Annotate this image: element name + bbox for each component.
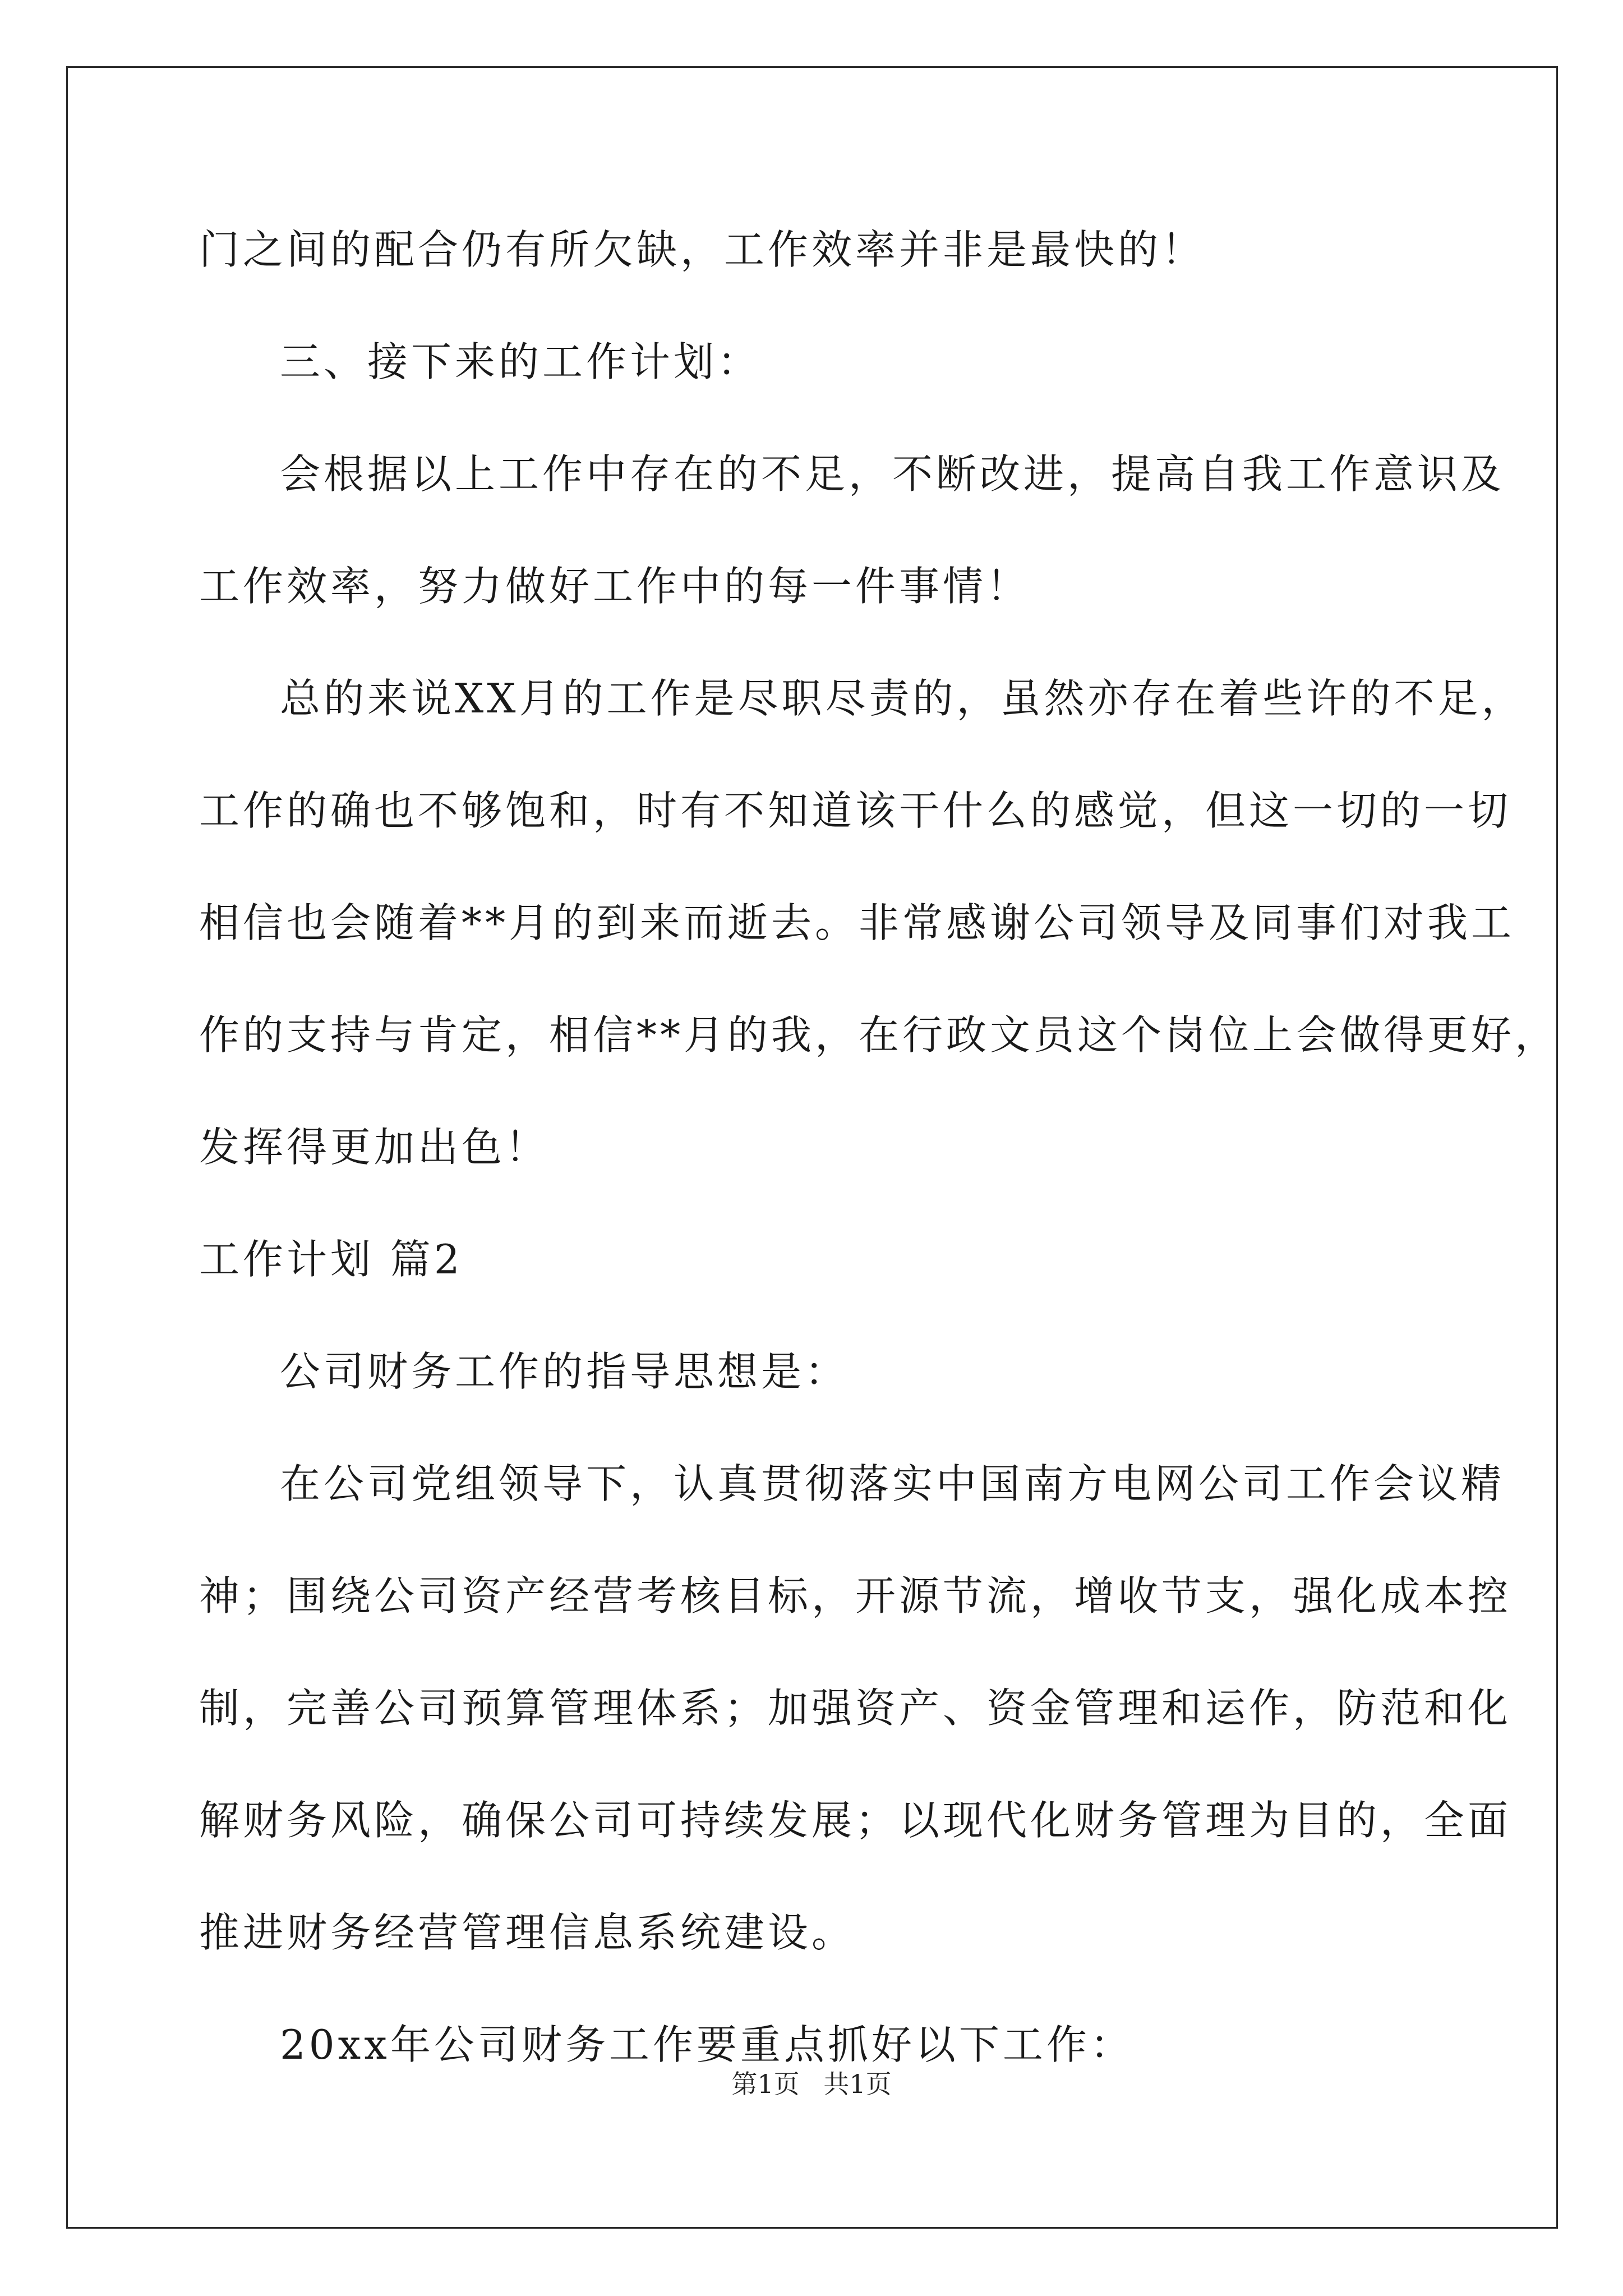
paragraph-line: 神；围绕公司资产经营考核目标，开源节流，增收节支，强化成本控 bbox=[199, 1572, 1512, 1619]
section-heading: 三、接下来的工作计划： bbox=[280, 338, 762, 385]
paragraph-line: 制，完善公司预算管理体系；加强资产、资金管理和运作，防范和化 bbox=[199, 1685, 1512, 1732]
paragraph-line: 公司财务工作的指导思想是： bbox=[280, 1348, 849, 1395]
paragraph-line: 推进财务经营管理信息系统建设。 bbox=[199, 1909, 856, 1956]
article-title: 工作计划 篇2 bbox=[199, 1236, 463, 1283]
paragraph-line: 门之间的配合仍有所欠缺，工作效率并非是最快的！ bbox=[199, 226, 1206, 273]
paragraph-line: 总的来说XX月的工作是尽职尽责的，虽然亦存在着些许的不足， bbox=[280, 675, 1525, 722]
paragraph-line: 工作的确也不够饱和，时有不知道该干什么的感觉，但这一切的一切 bbox=[199, 787, 1512, 834]
paragraph-line: 会根据以上工作中存在的不足，不断改进，提高自我工作意识及 bbox=[280, 450, 1505, 498]
page-footer bbox=[0, 2067, 1623, 2101]
paragraph-line: 发挥得更加出色！ bbox=[199, 1124, 550, 1171]
paragraph-line: 解财务风险，确保公司可持续发展；以现代化财务管理为目的，全面 bbox=[199, 1797, 1512, 1844]
paragraph-line: 在公司党组领导下，认真贯彻落实中国南方电网公司工作会议精 bbox=[280, 1460, 1505, 1507]
paragraph-line: 工作效率，努力做好工作中的每一件事情！ bbox=[199, 563, 1031, 610]
document-body bbox=[199, 222, 1559, 2073]
paragraph-line: 作的支持与肯定，相信**月的我，在行政文员这个岗位上会做得更好， bbox=[199, 1011, 1559, 1059]
page-total: 共1页 bbox=[823, 2069, 892, 2099]
page-number: 第1页 bbox=[731, 2069, 800, 2099]
paragraph-line: 20xx年公司财务工作要重点抓好以下工作： bbox=[280, 2021, 1134, 2068]
paragraph-line: 相信也会随着**月的到来而逝去。非常感谢公司领导及同事们对我工 bbox=[199, 899, 1515, 946]
